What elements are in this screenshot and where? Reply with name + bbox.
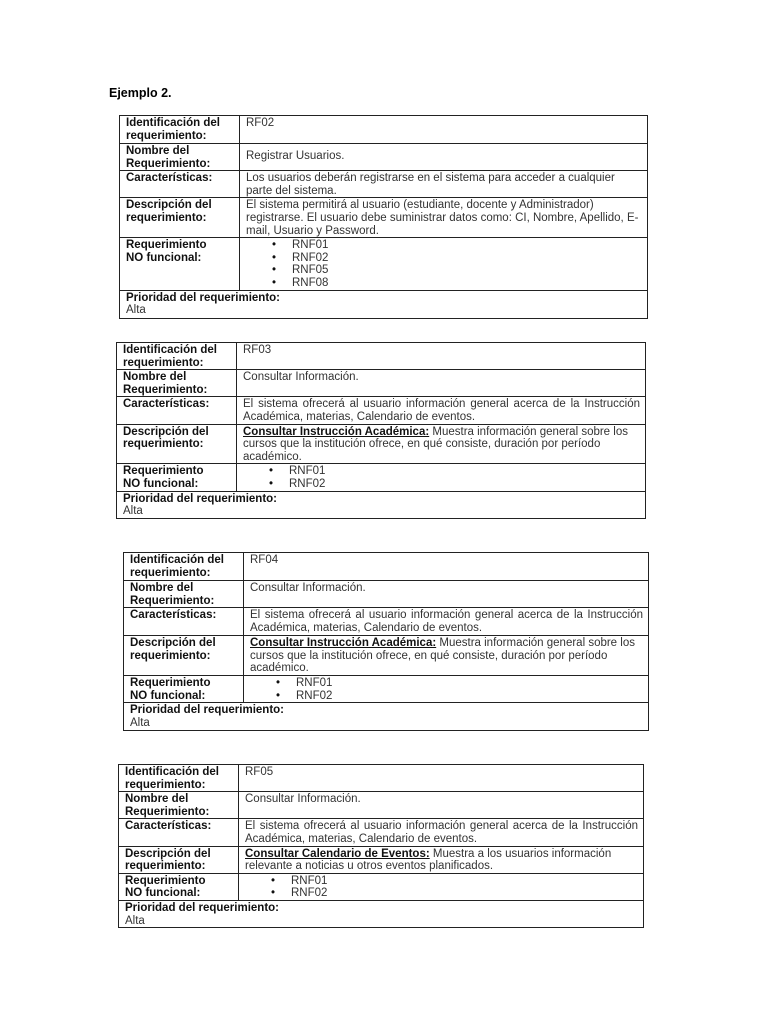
nonfunctional-list	[243, 465, 640, 490]
description-title: Consultar Calendario de Eventos:	[245, 847, 430, 860]
nonfunctional-label: Requerimiento NO funcional:	[124, 676, 244, 703]
description-text: Muestra información general sobre los cursos que la institución ofrece, en qué consiste, duración por período académico.	[250, 637, 635, 675]
requirement-description	[240, 198, 648, 238]
features-label: Características:	[120, 171, 240, 198]
id-label: Identificación del requerimiento:	[124, 553, 244, 581]
nonfunctional-label: Requerimiento NO funcional:	[119, 873, 239, 900]
priority-value: Alta	[126, 304, 146, 317]
nonfunctional-item: • RNF01	[276, 677, 643, 690]
requirement-description	[244, 636, 649, 676]
description-text: El sistema permitirá al usuario (estudiante, docente y Administrador) registrarse. El usuario debe suministrar datos como: CI, Nombre, Apellido, E-mail, Usuario y Password.	[246, 199, 639, 237]
requirement-features: El sistema ofrecerá al usuario información general acerca de la Instrucción Académica, materias, Calendario de eventos.	[237, 397, 646, 424]
nonfunctional-list	[245, 875, 638, 900]
priority-cell	[120, 290, 648, 318]
description-text: Muestra información general sobre los cursos que la institución ofrece, en qué consiste, duración por período académico.	[243, 425, 628, 463]
features-label: Características:	[124, 608, 244, 636]
nonfunctional-item: • RNF01	[272, 239, 642, 252]
nonfunctional-list	[250, 677, 643, 702]
requirement-name: Consultar Información.	[244, 581, 649, 608]
id-label: Identificación del requerimiento:	[117, 343, 237, 370]
description-label: Descripción del requerimiento:	[120, 198, 240, 238]
nonfunctional-list-cell	[244, 676, 649, 703]
id-label: Identificación del requerimiento:	[120, 116, 240, 144]
description-title: Consultar Instrucción Académica:	[243, 425, 430, 438]
nonfunctional-item: • RNF01	[271, 875, 638, 888]
nonfunctional-item: • RNF01	[269, 465, 640, 478]
nonfunctional-item: • RNF08	[272, 277, 642, 290]
nonfunctional-item: • RNF05	[272, 264, 642, 277]
requirement-table-rf05	[118, 764, 644, 928]
requirement-name: Registrar Usuarios.	[240, 144, 648, 171]
requirement-description	[239, 846, 644, 873]
nonfunctional-list	[246, 239, 642, 289]
description-title: Consultar Instrucción Académica:	[250, 637, 437, 650]
name-label: Nombre del Requerimiento:	[124, 581, 244, 608]
example-heading: Ejemplo 2.	[109, 86, 172, 100]
requirement-id: RF04	[244, 553, 649, 581]
priority-label: Prioridad del requerimiento:	[125, 901, 279, 914]
requirement-table-rf02	[119, 115, 648, 319]
nonfunctional-list-cell	[240, 238, 648, 290]
nonfunctional-item: • RNF02	[271, 887, 638, 900]
priority-value: Alta	[123, 505, 143, 518]
nonfunctional-list-cell	[237, 464, 646, 491]
name-label: Nombre del Requerimiento:	[119, 792, 239, 819]
nonfunctional-item: • RNF02	[269, 478, 640, 491]
description-label: Descripción del requerimiento:	[119, 846, 239, 873]
priority-value: Alta	[130, 716, 150, 729]
requirement-name: Consultar Información.	[239, 792, 644, 819]
requirement-id: RF05	[239, 765, 644, 792]
name-label: Nombre del Requerimiento:	[117, 370, 237, 397]
priority-value: Alta	[125, 914, 145, 927]
requirement-features: El sistema ofrecerá al usuario información general acerca de la Instrucción Académica, materias, Calendario de eventos.	[239, 819, 644, 846]
priority-cell	[124, 703, 649, 730]
nonfunctional-list-cell	[239, 873, 644, 900]
nonfunctional-label: Requerimiento NO funcional:	[117, 464, 237, 491]
requirement-table-rf03	[116, 342, 646, 519]
priority-cell	[119, 900, 644, 927]
nonfunctional-label: Requerimiento NO funcional:	[120, 238, 240, 290]
requirement-id: RF02	[240, 116, 648, 144]
name-label: Nombre del Requerimiento:	[120, 144, 240, 171]
description-text: Muestra a los usuarios información relevante a noticias u otros eventos planificados.	[245, 847, 612, 873]
requirement-features: El sistema ofrecerá al usuario información general acerca de la Instrucción Académica, materias, Calendario de eventos.	[244, 608, 649, 636]
requirement-features: Los usuarios deberán registrarse en el sistema para acceder a cualquier parte del sistema.	[240, 171, 648, 198]
priority-label: Prioridad del requerimiento:	[123, 492, 277, 505]
requirement-name: Consultar Información.	[237, 370, 646, 397]
nonfunctional-item: • RNF02	[276, 690, 643, 703]
nonfunctional-item: • RNF02	[272, 252, 642, 265]
description-label: Descripción del requerimiento:	[117, 424, 237, 464]
priority-label: Prioridad del requerimiento:	[126, 291, 280, 304]
requirement-table-rf04	[123, 552, 649, 731]
features-label: Características:	[119, 819, 239, 846]
priority-label: Prioridad del requerimiento:	[130, 704, 284, 717]
priority-cell	[117, 491, 646, 518]
requirement-id: RF03	[237, 343, 646, 370]
description-label: Descripción del requerimiento:	[124, 636, 244, 676]
id-label: Identificación del requerimiento:	[119, 765, 239, 792]
requirement-description	[237, 424, 646, 464]
features-label: Características:	[117, 397, 237, 424]
